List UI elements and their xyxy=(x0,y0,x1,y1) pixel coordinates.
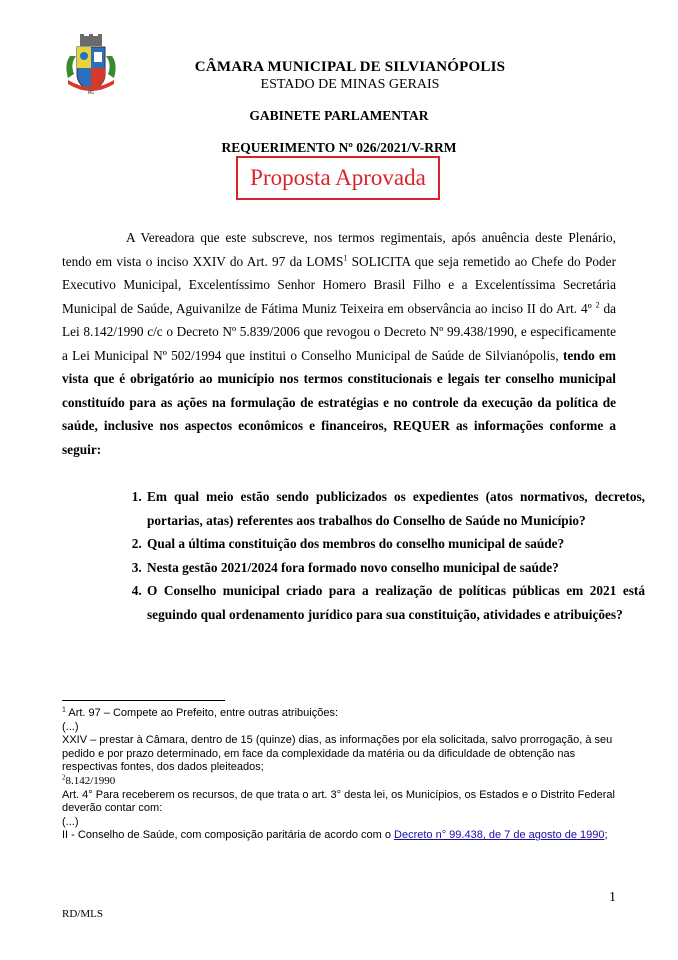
questions-list xyxy=(120,485,645,626)
body-text-part3: da Lei 8.142/1990 c/c o Decreto Nº 5.839/2006 que revogou o Decreto Nº 99.438/1990, e especificamente a Lei Municipal Nº 502/1994 que institui o Conselho Municipal de Saúde de Silvianópolis, xyxy=(62,300,617,363)
footnote-1-body: XXIV – prestar à Câmara, dentro de 15 (quinze) dias, as informações por ela solicitada, salvo prorrogação, à seu pedido e por prazo determinado, em face da complexidade da matéria ou da dificuldade de obtenção nas respectivas fontes, dos dados pleiteados; xyxy=(62,734,613,774)
question-item: 1. Em qual meio estão sendo publicizados os expedientes (atos normativos, decretos, portarias, atas) referentes aos trabalhos do Conselho de Saúde no Município? xyxy=(145,485,645,532)
footnote-2-item-end: ; xyxy=(604,829,608,842)
footnote-2-text: 8.142/1990 xyxy=(65,774,116,787)
footnote-ref-1: 1 xyxy=(343,253,348,263)
body-text-part1: A Vereadora que este subscreve, nos termos regimentais, após anuência deste Plenário, tendo em vista o inciso XXIV do Art. 97 da LOMS xyxy=(62,230,616,269)
body-text-bold: tendo em vista que é obrigatório ao município nos termos constitucionais e legais ter conselho municipal constituído para as ações na formulação de estratégias e no controle da execução da política de saúde, inclusive nos aspectos econômicos e financeiros, REQUER as informações conforme a seguir: xyxy=(62,347,616,457)
body-text-part2: SOLICITA que seja remetido ao Chefe do Poder Executivo Municipal, Excelentíssimo Senhor Homero Brasil Filho e a Excelentíssima Secretária Municipal de Saúde, Aguivanilze de Fátima Muniz Teixeira em observância ao inciso II do Art. 4º xyxy=(62,253,616,316)
page-number: 1 xyxy=(609,890,616,905)
question-item: 2. Qual a última constituição dos membros do conselho municipal de saúde? xyxy=(145,532,645,556)
approval-stamp: Proposta Aprovada xyxy=(236,156,440,200)
footnote-divider xyxy=(62,700,225,701)
request-number: REQUERIMENTO Nº 026/2021/V-RRM xyxy=(221,140,457,155)
question-item: 4. O Conselho municipal criado para a realização de políticas públicas em 2021 está seguindo qual ordenamento jurídico para sua constituição, atividades e atribuições? xyxy=(145,579,645,626)
footnote-2-ellipsis: (...) xyxy=(62,815,79,828)
request-body-paragraph xyxy=(62,226,616,461)
question-item: 3. Nesta gestão 2021/2024 fora formado novo conselho municipal de saúde? xyxy=(145,556,645,580)
municipal-coat-of-arms-icon xyxy=(60,34,122,96)
footnote-1-text: Art. 97 – Compete ao Prefeito, entre outras atribuições: xyxy=(65,707,339,719)
footnotes xyxy=(62,707,618,843)
state-subtitle: ESTADO DE MINAS GERAIS xyxy=(260,77,440,92)
footnote-1-heading xyxy=(62,707,618,721)
decree-link[interactable]: Decreto n° 99.438, de 7 de agosto de 1990 xyxy=(394,829,605,842)
footnote-1-mark: 1 xyxy=(62,706,66,714)
footnote-2-heading xyxy=(62,775,618,789)
author-initials: RD/MLS xyxy=(62,908,103,920)
footnote-ref-2: 2 xyxy=(595,300,600,310)
footnote-2-item-text: II - Conselho de Saúde, com composição paritária de acordo com o xyxy=(62,829,395,842)
footnote-2-item xyxy=(62,829,618,843)
footnote-2-mark: 2 xyxy=(62,773,66,782)
chamber-title: CÂMARA MUNICIPAL DE SILVIANÓPOLIS xyxy=(194,59,506,75)
footnote-2-body: Art. 4° Para receberem os recursos, de que trata o art. 3° desta lei, os Municípios, os Estados e o Distrito Federal deverão contar com: xyxy=(62,788,615,815)
footnote-1-ellipsis: (...) xyxy=(62,720,79,733)
cabinet-heading: GABINETE PARLAMENTAR xyxy=(249,108,429,123)
svg-text:MG: MG xyxy=(87,90,95,95)
